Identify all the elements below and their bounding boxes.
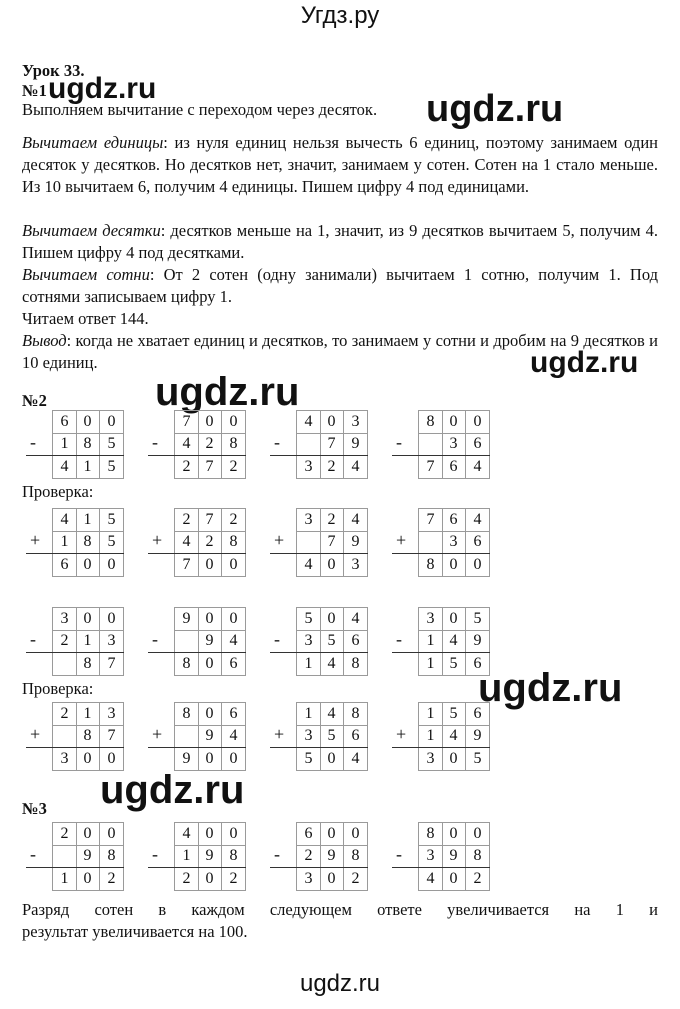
task1-paragraph-units [22, 132, 658, 198]
calculation-block [24, 702, 124, 772]
digit-cell: 4 [174, 433, 199, 456]
digit-cell: 9 [198, 845, 222, 868]
digit-cell: 5 [442, 702, 466, 726]
digit-cell: 7 [320, 531, 344, 554]
digit-cell: 9 [198, 630, 222, 653]
digit-cell: 0 [222, 822, 246, 846]
digit-cell: 0 [198, 702, 222, 726]
result-line [392, 455, 490, 456]
digit-cell: 8 [344, 845, 368, 868]
digit-grid [52, 607, 124, 676]
digit-cell: 8 [418, 410, 443, 434]
calculation-block [146, 508, 246, 578]
digit-cell: 0 [100, 410, 124, 434]
digit-cell: 3 [442, 433, 466, 456]
digit-cell: 0 [76, 868, 100, 891]
lesson-title: Урок 33. [22, 61, 85, 80]
minus-sign: - [274, 629, 280, 649]
digit-cell: 2 [296, 845, 321, 868]
digit-cell: 8 [174, 702, 199, 726]
digit-cell: 8 [222, 531, 246, 554]
plus-sign: + [274, 724, 285, 744]
result-line [148, 867, 246, 868]
task1-intro: Выполняем вычитание с переходом через десяток. [22, 100, 378, 119]
digit-cell: 3 [442, 531, 466, 554]
digit-cell: 8 [100, 845, 124, 868]
digit-cell: 3 [418, 607, 443, 631]
result-line [270, 867, 368, 868]
digit-grid [296, 822, 368, 891]
digit-cell: 7 [198, 508, 222, 532]
minus-sign: - [274, 432, 280, 452]
minus-sign: - [152, 432, 158, 452]
digit-cell: 8 [418, 822, 443, 846]
digit-cell: 4 [344, 456, 368, 479]
digit-cell: 1 [296, 653, 321, 676]
digit-cell: 0 [442, 822, 466, 846]
digit-cell: 1 [52, 868, 77, 891]
minus-sign: - [274, 844, 280, 864]
digit-cell: 6 [344, 725, 368, 748]
digit-cell: 0 [198, 868, 222, 891]
digit-cell: 7 [100, 653, 124, 676]
digit-cell: 3 [100, 702, 124, 726]
digit-grid [52, 822, 124, 891]
digit-cell: 0 [100, 554, 124, 577]
digit-cell: 0 [466, 554, 490, 577]
calculation-block [390, 702, 490, 772]
calculation-block [390, 607, 490, 677]
digit-cell: 4 [222, 630, 246, 653]
text-tens: : десятков меньше на 1, значит, из 9 десятков вычитаем 5, получим 4. Пишем цифру 4 под десятками. [22, 221, 659, 262]
digit-cell: 1 [52, 531, 77, 554]
label-units: Вычитаем единицы [22, 133, 164, 152]
digit-cell: 3 [418, 845, 443, 868]
digit-cell: 6 [52, 554, 77, 577]
task3-conclusion-line2: результат увеличивается на 100. [22, 922, 248, 941]
digit-grid [296, 410, 368, 479]
digit-cell: 0 [198, 822, 222, 846]
digit-cell: 6 [344, 630, 368, 653]
label-tens: Вычитаем десятки [22, 221, 161, 240]
digit-grid [174, 822, 246, 891]
minus-sign: - [396, 432, 402, 452]
digit-cell: 8 [222, 433, 246, 456]
digit-cell: 4 [344, 508, 368, 532]
result-line [26, 455, 124, 456]
task3-conclusion-line1: Разряд сотен в каждом следующем ответе увеличивается на 1 и [22, 900, 658, 919]
digit-cell: 5 [466, 748, 490, 771]
digit-cell: 0 [76, 607, 100, 631]
calculation-block [390, 410, 490, 480]
digit-cell: 0 [466, 410, 490, 434]
result-line [26, 652, 124, 653]
digit-cell: 3 [418, 748, 443, 771]
digit-cell [174, 630, 199, 653]
digit-cell: 0 [320, 822, 344, 846]
minus-sign: - [30, 432, 36, 452]
calculation-block [146, 702, 246, 772]
digit-cell: 9 [344, 531, 368, 554]
digit-cell: 8 [174, 653, 199, 676]
result-line [26, 553, 124, 554]
digit-cell: 2 [344, 868, 368, 891]
digit-cell: 4 [418, 868, 443, 891]
digit-cell: 5 [442, 653, 466, 676]
check-label: Проверка: [22, 679, 94, 698]
plus-sign: + [396, 530, 407, 550]
digit-cell: 1 [76, 508, 100, 532]
digit-cell [52, 653, 77, 676]
digit-cell: 2 [466, 868, 490, 891]
result-line [148, 553, 246, 554]
digit-cell: 2 [320, 508, 344, 532]
digit-cell: 8 [466, 845, 490, 868]
result-line [392, 747, 490, 748]
digit-cell: 0 [222, 554, 246, 577]
digit-cell: 1 [76, 702, 100, 726]
digit-cell [296, 531, 321, 554]
digit-cell: 0 [442, 607, 466, 631]
result-line [148, 455, 246, 456]
result-line [148, 747, 246, 748]
digit-cell: 2 [174, 868, 199, 891]
task1-answer: Читаем ответ 144. [22, 309, 149, 328]
watermark: ugdz.ru [155, 370, 300, 414]
digit-grid [418, 702, 490, 771]
digit-cell: 4 [466, 456, 490, 479]
digit-cell: 8 [344, 653, 368, 676]
digit-cell: 7 [418, 508, 443, 532]
digit-cell: 9 [466, 725, 490, 748]
calculation-block [146, 822, 246, 892]
digit-cell: 0 [320, 554, 344, 577]
digit-cell: 0 [222, 410, 246, 434]
digit-cell: 4 [344, 607, 368, 631]
digit-cell: 2 [52, 702, 77, 726]
digit-cell: 2 [198, 433, 222, 456]
digit-cell: 0 [320, 868, 344, 891]
digit-grid [174, 508, 246, 577]
task1-number: №1 [22, 81, 47, 100]
digit-cell: 7 [418, 456, 443, 479]
label-conclusion: Вывод [22, 331, 67, 350]
digit-cell: 0 [100, 748, 124, 771]
digit-cell: 1 [296, 702, 321, 726]
digit-cell: 4 [320, 653, 344, 676]
digit-cell: 6 [466, 653, 490, 676]
text-hundreds: : От 2 сотен (одну занимали) вычитаем 1 сотню, получим 1. Под сотнями записываем цифру 1. [22, 265, 659, 306]
calculation-block [24, 822, 124, 892]
digit-cell: 9 [466, 630, 490, 653]
digit-cell: 2 [222, 868, 246, 891]
calculation-block [268, 508, 368, 578]
calculation-block [24, 607, 124, 677]
label-hundreds: Вычитаем сотни [22, 265, 150, 284]
text-units: : из нуля единиц нельзя вычесть 6 единиц, поэтому занимаем один десяток у десятков. Но десятков нет, значит, занимаем у сотен. Сотен на 1 стало меньше. Из 10 вычитаем 6, получим 4 единицы. Пишем цифру 4 под единицами. [22, 133, 658, 196]
site-header: Угдз.ру [300, 2, 380, 29]
digit-grid [296, 508, 368, 577]
digit-cell: 0 [320, 748, 344, 771]
digit-cell: 9 [198, 725, 222, 748]
digit-cell: 9 [344, 433, 368, 456]
digit-cell: 8 [222, 845, 246, 868]
result-line [392, 867, 490, 868]
digit-cell: 1 [76, 456, 100, 479]
digit-cell: 2 [320, 456, 344, 479]
digit-cell: 9 [320, 845, 344, 868]
digit-cell: 5 [466, 607, 490, 631]
digit-cell: 3 [52, 607, 77, 631]
digit-cell: 6 [442, 508, 466, 532]
digit-cell: 0 [76, 410, 100, 434]
digit-cell: 2 [52, 822, 77, 846]
digit-grid [418, 508, 490, 577]
digit-cell: 7 [174, 410, 199, 434]
digit-cell: 3 [296, 508, 321, 532]
digit-cell: 4 [174, 822, 199, 846]
digit-cell: 5 [100, 456, 124, 479]
result-line [26, 867, 124, 868]
digit-cell [296, 433, 321, 456]
result-line [270, 553, 368, 554]
digit-cell: 3 [344, 410, 368, 434]
plus-sign: + [274, 530, 285, 550]
digit-cell: 4 [296, 554, 321, 577]
digit-cell: 2 [100, 868, 124, 891]
digit-cell: 1 [52, 433, 77, 456]
digit-cell: 2 [198, 531, 222, 554]
digit-cell: 4 [442, 725, 466, 748]
digit-cell: 0 [76, 748, 100, 771]
digit-grid [296, 702, 368, 771]
digit-cell [52, 845, 77, 868]
digit-cell: 5 [320, 630, 344, 653]
digit-cell: 3 [296, 630, 321, 653]
digit-cell: 2 [222, 508, 246, 532]
digit-cell: 6 [222, 702, 246, 726]
plus-sign: + [30, 530, 41, 550]
digit-cell: 6 [52, 410, 77, 434]
digit-cell: 5 [296, 748, 321, 771]
result-line [270, 747, 368, 748]
digit-cell: 0 [76, 554, 100, 577]
digit-cell: 0 [442, 748, 466, 771]
calculation-block [268, 822, 368, 892]
digit-cell: 4 [320, 702, 344, 726]
site-footer: ugdz.ru [299, 970, 381, 997]
calculation-block [24, 508, 124, 578]
digit-cell: 0 [198, 607, 222, 631]
digit-cell: 8 [76, 725, 100, 748]
result-line [26, 747, 124, 748]
minus-sign: - [30, 844, 36, 864]
digit-cell: 0 [100, 822, 124, 846]
task1-paragraph-hundreds [22, 264, 658, 308]
digit-grid [52, 702, 124, 771]
minus-sign: - [30, 629, 36, 649]
digit-cell: 5 [296, 607, 321, 631]
digit-cell: 1 [76, 630, 100, 653]
digit-cell: 0 [442, 868, 466, 891]
digit-cell: 8 [76, 433, 100, 456]
digit-cell: 6 [442, 456, 466, 479]
digit-cell: 0 [198, 410, 222, 434]
digit-cell: 0 [198, 653, 222, 676]
digit-cell: 0 [466, 822, 490, 846]
digit-cell: 5 [100, 531, 124, 554]
digit-cell: 7 [198, 456, 222, 479]
result-line [392, 652, 490, 653]
digit-cell: 4 [296, 410, 321, 434]
digit-grid [174, 607, 246, 676]
digit-grid [418, 822, 490, 891]
result-line [270, 652, 368, 653]
calculation-block [268, 607, 368, 677]
digit-grid [52, 410, 124, 479]
digit-cell: 8 [344, 702, 368, 726]
watermark: ugdz.ru [426, 88, 564, 130]
calculation-block [24, 410, 124, 480]
digit-cell: 0 [320, 410, 344, 434]
calculation-block [390, 822, 490, 892]
digit-cell: 6 [466, 702, 490, 726]
digit-cell: 3 [296, 725, 321, 748]
digit-cell: 3 [344, 554, 368, 577]
calculation-block [268, 702, 368, 772]
digit-cell: 1 [418, 630, 443, 653]
digit-cell: 1 [418, 702, 443, 726]
calculation-block [146, 410, 246, 480]
digit-grid [418, 410, 490, 479]
digit-cell: 7 [100, 725, 124, 748]
watermark: ugdz.ru [530, 346, 639, 379]
digit-cell: 1 [418, 725, 443, 748]
digit-cell: 3 [52, 748, 77, 771]
digit-cell [418, 433, 443, 456]
result-line [270, 455, 368, 456]
digit-cell: 2 [174, 508, 199, 532]
digit-cell: 0 [100, 607, 124, 631]
digit-cell: 0 [76, 822, 100, 846]
watermark: ugdz.ru [100, 768, 245, 812]
digit-cell: 0 [198, 554, 222, 577]
digit-cell: 4 [52, 456, 77, 479]
digit-cell: 0 [442, 554, 466, 577]
digit-cell: 4 [442, 630, 466, 653]
digit-cell: 9 [76, 845, 100, 868]
digit-cell: 6 [222, 653, 246, 676]
digit-cell: 8 [76, 531, 100, 554]
digit-cell: 9 [174, 748, 199, 771]
digit-cell [52, 725, 77, 748]
minus-sign: - [396, 844, 402, 864]
digit-cell: 8 [76, 653, 100, 676]
watermark: ugdz.ru [48, 72, 157, 105]
calculation-block [390, 508, 490, 578]
digit-grid [52, 508, 124, 577]
digit-cell: 4 [174, 531, 199, 554]
text-conclusion: : когда не хватает единиц и десятков, то занимаем у сотни и дробим на 9 десятков и 10 единиц. [22, 331, 658, 372]
digit-cell: 1 [418, 653, 443, 676]
result-line [392, 553, 490, 554]
digit-cell: 8 [418, 554, 443, 577]
digit-cell: 9 [174, 607, 199, 631]
plus-sign: + [30, 724, 41, 744]
digit-cell: 3 [296, 868, 321, 891]
digit-cell: 5 [100, 433, 124, 456]
digit-cell: 0 [222, 748, 246, 771]
digit-cell: 5 [100, 508, 124, 532]
digit-cell: 2 [52, 630, 77, 653]
digit-cell: 0 [320, 607, 344, 631]
digit-cell: 0 [198, 748, 222, 771]
minus-sign: - [152, 844, 158, 864]
task1-paragraph-tens [22, 220, 658, 264]
digit-cell: 4 [344, 748, 368, 771]
digit-cell: 6 [466, 531, 490, 554]
digit-cell [418, 531, 443, 554]
digit-cell: 5 [320, 725, 344, 748]
task2-number: №2 [22, 391, 47, 410]
plus-sign: + [152, 530, 163, 550]
digit-cell: 4 [222, 725, 246, 748]
calculation-block [268, 410, 368, 480]
digit-cell: 3 [100, 630, 124, 653]
check-label: Проверка: [22, 482, 94, 501]
calculation-block [146, 607, 246, 677]
result-line [148, 652, 246, 653]
digit-cell: 2 [222, 456, 246, 479]
digit-grid [174, 410, 246, 479]
digit-cell: 4 [52, 508, 77, 532]
digit-cell: 0 [222, 607, 246, 631]
digit-cell: 1 [174, 845, 199, 868]
watermark: ugdz.ru [478, 666, 623, 710]
digit-grid [174, 702, 246, 771]
digit-cell: 7 [320, 433, 344, 456]
digit-cell: 3 [296, 456, 321, 479]
digit-cell: 4 [466, 508, 490, 532]
plus-sign: + [152, 724, 163, 744]
digit-cell: 9 [442, 845, 466, 868]
digit-cell: 0 [344, 822, 368, 846]
digit-cell: 2 [174, 456, 199, 479]
digit-grid [296, 607, 368, 676]
minus-sign: - [152, 629, 158, 649]
task3-number: №3 [22, 799, 47, 818]
digit-cell: 6 [466, 433, 490, 456]
digit-cell: 0 [442, 410, 466, 434]
minus-sign: - [396, 629, 402, 649]
plus-sign: + [396, 724, 407, 744]
digit-cell: 7 [174, 554, 199, 577]
digit-cell: 6 [296, 822, 321, 846]
digit-cell [174, 725, 199, 748]
